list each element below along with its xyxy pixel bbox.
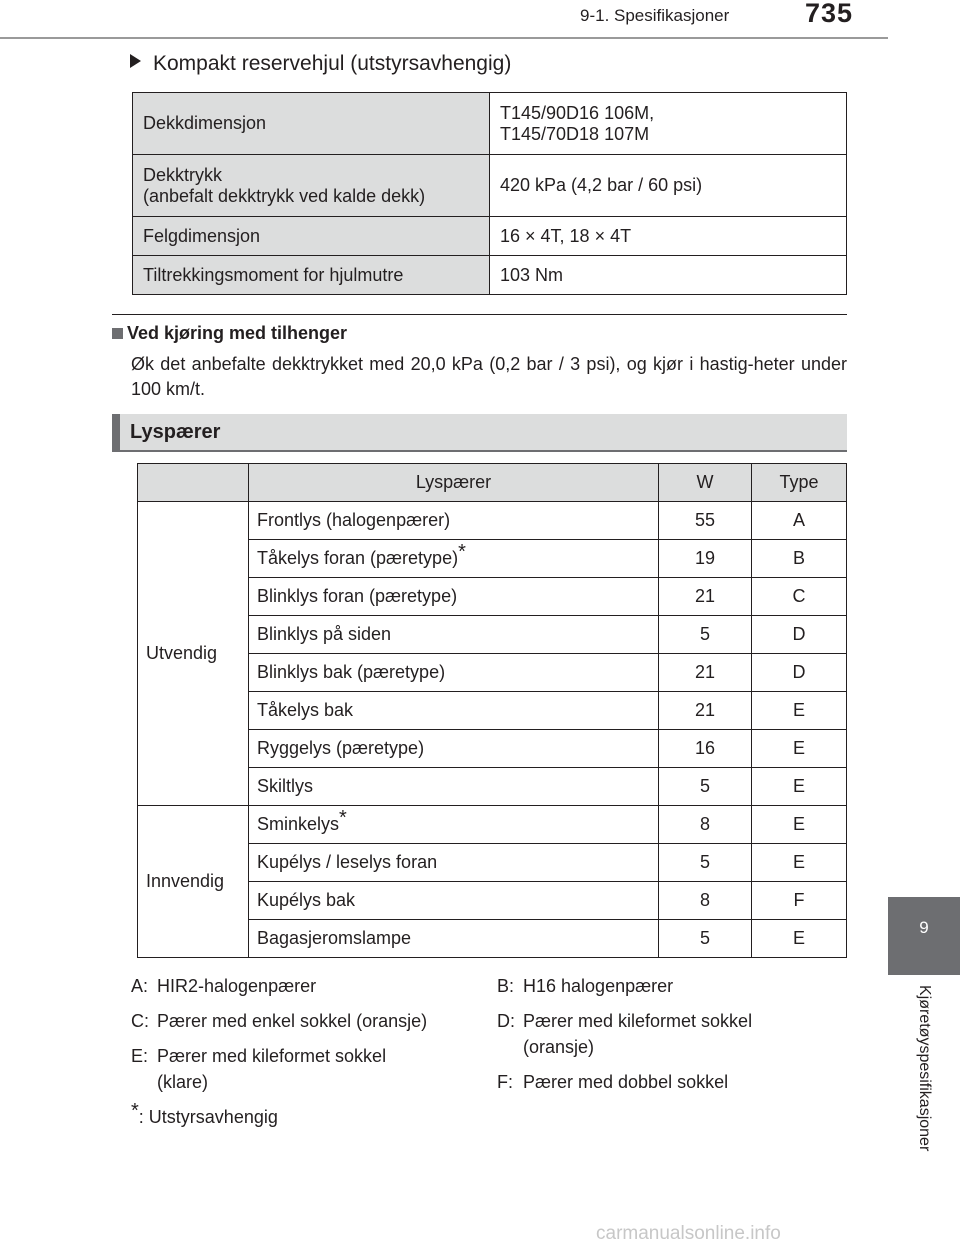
spare-wheel-title: Kompakt reservehjul (utstyrsavhengig) <box>153 52 512 75</box>
footnote <box>131 1100 278 1130</box>
spec-value-line: T145/90D16 106M, <box>500 102 655 123</box>
bulb-name: Skiltlys <box>257 776 314 796</box>
legend-item <box>497 973 673 999</box>
section-divider <box>112 314 847 315</box>
spec-value: 103 Nm <box>490 256 847 295</box>
bulb-watt: 55 <box>659 502 752 540</box>
legend-item <box>497 1008 752 1060</box>
spec-value-line: T145/70D18 107M <box>500 123 650 144</box>
bulb-name-cell <box>249 806 659 844</box>
legend-text: Pærer med kileformet sokkel (klare) <box>157 1046 387 1092</box>
bulb-name-cell <box>249 616 659 654</box>
bulb-type: B <box>752 540 847 578</box>
bulb-watt: 5 <box>659 768 752 806</box>
spare-wheel-table <box>132 92 847 295</box>
asterisk-icon: * <box>131 1100 139 1122</box>
bulbs-table <box>137 463 847 958</box>
bulb-name-cell <box>249 540 659 578</box>
legend-item <box>131 1008 427 1034</box>
legend-key: B: <box>497 976 515 996</box>
spec-label <box>133 155 490 217</box>
asterisk-icon: * <box>339 807 347 829</box>
bulb-name-cell <box>249 730 659 768</box>
bulb-watt: 21 <box>659 692 752 730</box>
bulb-name: Blinklys på siden <box>257 624 392 644</box>
watermark: carmanualsonline.info <box>596 1223 781 1244</box>
chapter-number: 9 <box>919 918 929 937</box>
group-label: Innvendig <box>138 806 249 958</box>
bulb-name-cell <box>249 502 659 540</box>
bulb-type: D <box>752 654 847 692</box>
bulb-name: Sminkelys <box>257 814 340 834</box>
bulb-watt: 16 <box>659 730 752 768</box>
legend-item <box>131 973 316 999</box>
square-bullet-icon <box>112 328 123 339</box>
spec-value <box>490 93 847 155</box>
table-row <box>133 256 847 295</box>
bulb-name: Kupélys / leselys foran <box>257 852 438 872</box>
chapter-label <box>888 985 960 1195</box>
header-watt: W <box>659 464 752 502</box>
bulb-watt: 19 <box>659 540 752 578</box>
trailer-note-title: Ved kjøring med tilhenger <box>127 323 348 343</box>
table-row <box>133 155 847 217</box>
legend-text: HIR2-halogenpærer <box>157 976 317 996</box>
footnote-text: : Utstyrsavhengig <box>138 1107 278 1127</box>
bulb-name: Blinklys foran (pæretype) <box>257 586 458 606</box>
table-row <box>138 806 847 844</box>
header-type: Type <box>752 464 847 502</box>
group-label: Utvendig <box>138 502 249 806</box>
bulbs-section-banner <box>112 414 847 452</box>
bulb-name-cell <box>249 768 659 806</box>
spec-label: Felgdimensjon <box>133 217 490 256</box>
legend-item <box>497 1069 728 1095</box>
bulb-name: Kupélys bak <box>257 890 356 910</box>
bulb-watt: 5 <box>659 844 752 882</box>
legend-key: C: <box>131 1011 149 1031</box>
table-row <box>138 502 847 540</box>
bulb-name-cell <box>249 654 659 692</box>
bulb-type: E <box>752 806 847 844</box>
legend-key: A: <box>131 976 149 996</box>
bulb-watt: 21 <box>659 578 752 616</box>
banner-accent-bar <box>112 414 120 450</box>
bulb-type: D <box>752 616 847 654</box>
triangle-bullet-icon <box>130 54 141 68</box>
bulb-watt: 21 <box>659 654 752 692</box>
spec-label: Dekkdimensjon <box>133 93 490 155</box>
bulb-name: Blinklys bak (pæretype) <box>257 662 446 682</box>
trailer-note-text: Øk det anbefalte dekktrykket med 20,0 kPa (0,2 bar / 3 psi), og kjør i hastig-heter under 100 km/t. <box>131 354 847 399</box>
header-blank <box>138 464 249 502</box>
legend-text: Pærer med kileformet sokkel (oransje) <box>523 1011 753 1057</box>
page-number: 735 <box>805 0 854 28</box>
legend-key: D: <box>497 1011 515 1031</box>
bulb-name-cell <box>249 578 659 616</box>
spec-label-line: Dekktrykk <box>143 164 223 185</box>
bulb-watt: 5 <box>659 920 752 958</box>
bulb-name-cell <box>249 844 659 882</box>
table-row <box>133 217 847 256</box>
bulb-type: E <box>752 768 847 806</box>
bulb-name: Tåkelys foran (pæretype) <box>257 548 459 568</box>
bulb-name-cell <box>249 882 659 920</box>
spare-wheel-heading <box>130 52 511 76</box>
legend-key: E: <box>131 1046 149 1066</box>
bulbs-section-title: Lyspærer <box>130 421 221 443</box>
table-header-row <box>138 464 847 502</box>
trailer-note-heading <box>112 323 347 344</box>
bulb-type: E <box>752 692 847 730</box>
bulb-name: Bagasjeromslampe <box>257 928 412 948</box>
spec-label-line: (anbefalt dekktrykk ved kalde dekk) <box>143 185 426 206</box>
asterisk-icon: * <box>458 541 466 563</box>
bulb-name: Ryggelys (pæretype) <box>257 738 425 758</box>
section-title: 9-1. Spesifikasjoner <box>580 6 730 25</box>
legend-key: F: <box>497 1072 513 1092</box>
header-bulbs: Lyspærer <box>249 464 659 502</box>
bulb-watt: 8 <box>659 806 752 844</box>
spec-value: 16 × 4T, 18 × 4T <box>490 217 847 256</box>
chapter-label-text: Kjøretøyspesifikasjoner <box>916 985 933 1152</box>
bulb-type: F <box>752 882 847 920</box>
spec-value: 420 kPa (4,2 bar / 60 psi) <box>490 155 847 217</box>
bulb-type: E <box>752 844 847 882</box>
spec-label: Tiltrekkingsmoment for hjulmutre <box>133 256 490 295</box>
bulb-name: Tåkelys bak <box>257 700 354 720</box>
legend-text: Pærer med dobbel sokkel <box>523 1072 729 1092</box>
legend-text: Pærer med enkel sokkel (oransje) <box>157 1011 428 1031</box>
bulb-type: A <box>752 502 847 540</box>
bulb-watt: 8 <box>659 882 752 920</box>
header-rule <box>0 37 888 39</box>
legend-item <box>131 1043 386 1095</box>
bulb-name: Frontlys (halogenpærer) <box>257 510 451 530</box>
bulb-type: E <box>752 920 847 958</box>
bulb-watt: 5 <box>659 616 752 654</box>
bulb-type: E <box>752 730 847 768</box>
bulb-name-cell <box>249 692 659 730</box>
table-row <box>133 93 847 155</box>
bulb-name-cell <box>249 920 659 958</box>
bulb-type: C <box>752 578 847 616</box>
legend-text: H16 halogenpærer <box>523 976 674 996</box>
